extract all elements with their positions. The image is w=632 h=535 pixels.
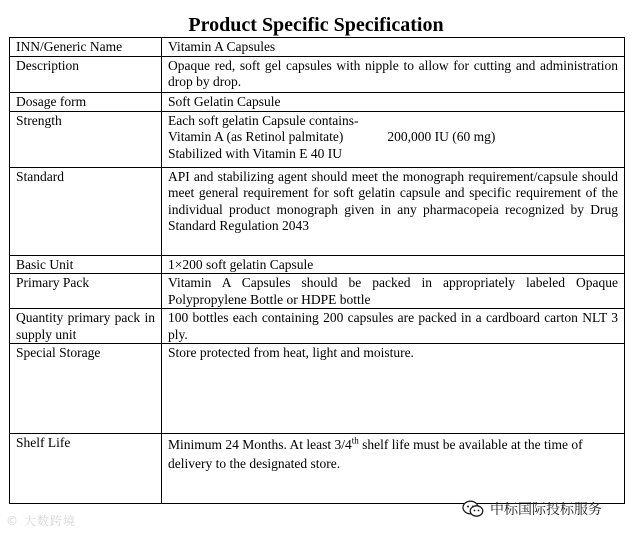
watermark-right: [462, 498, 602, 520]
row-value: Store protected from heat, light and moisture.: [162, 344, 625, 434]
row-value: API and stabilizing agent should meet the monograph requirement/capsule should meet general requirement for soft gelatin capsule and specific requirement of the individual product monograph given in any pharmacopeia recognized by Drug Standard Regulation 2043: [162, 167, 625, 255]
shelf-life-part-1: Minimum 24 Months. At least 3/4: [168, 437, 352, 452]
shelf-life-part-2: shelf life must be available at the time of delivery to the designated store.: [168, 437, 583, 471]
strength-line-3: Stabilized with Vitamin E 40 IU: [168, 145, 343, 161]
row-label: Shelf Life: [10, 434, 162, 504]
row-label: Special Storage: [10, 344, 162, 434]
strength-amount: 200,000 IU (60 mg): [387, 129, 496, 144]
row-label: Description: [10, 56, 162, 92]
table-row: [10, 274, 625, 309]
row-label: Strength: [10, 111, 162, 167]
watermark-left: © 大数跨境: [6, 514, 76, 528]
table-row: [10, 111, 625, 167]
table-row: [10, 56, 625, 92]
row-value: Soft Gelatin Capsule: [162, 92, 625, 111]
table-row: [10, 255, 625, 274]
strength-line-1: Each soft gelatin Capsule contains-: [168, 112, 359, 128]
table-row: [10, 38, 625, 57]
row-label: Primary Pack: [10, 274, 162, 309]
strength-line-2: [168, 129, 618, 146]
table-row: [10, 167, 625, 255]
strength-cell: [162, 111, 625, 167]
table-row: [10, 344, 625, 434]
row-label: INN/Generic Name: [10, 38, 162, 57]
table-row: [10, 309, 625, 344]
row-value: 100 bottles each containing 200 capsules are packed in a cardboard carton NLT 3 ply.: [162, 309, 625, 344]
row-label: Standard: [10, 167, 162, 255]
document-title: Product Specific Specification: [188, 14, 444, 36]
table-row: [10, 92, 625, 111]
shelf-life-value: [162, 434, 625, 504]
row-label: Basic Unit: [10, 255, 162, 274]
strength-ingredient: Vitamin A (as Retinol palmitate): [168, 129, 344, 144]
row-value: 1×200 soft gelatin Capsule: [162, 255, 625, 274]
ordinal-suffix: th: [351, 435, 359, 446]
row-label: Dosage form: [10, 92, 162, 111]
specification-table: [9, 37, 625, 504]
wechat-icon: [462, 500, 484, 518]
row-label: Quantity primary pack in supply unit: [10, 309, 162, 344]
table-row: [10, 434, 625, 504]
row-value: Opaque red, soft gel capsules with nipple to allow for cutting and administration drop by drop.: [162, 56, 625, 92]
row-value: Vitamin A Capsules: [162, 38, 625, 57]
row-value: Vitamin A Capsules should be packed in appropriately labeled Opaque Polypropylene Bottle or HDPE bottle: [162, 274, 625, 309]
watermark-right-text: 中标国际投标服务: [490, 502, 602, 518]
